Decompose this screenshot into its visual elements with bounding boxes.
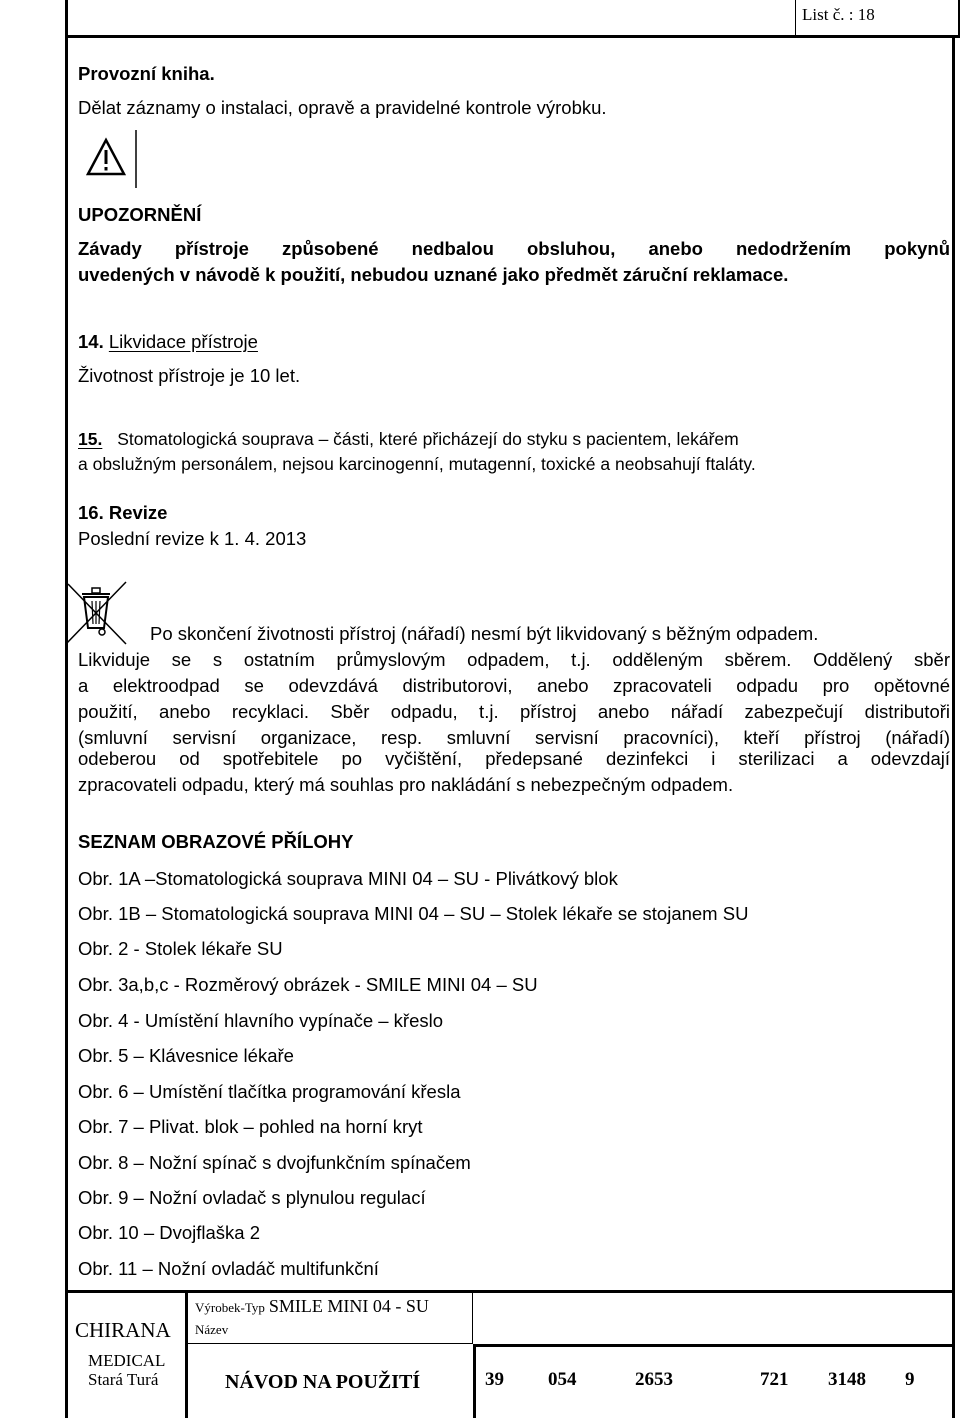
footer-code-cell bbox=[473, 1344, 955, 1418]
disposal-line-1: Po skončení životnosti přístroj (nářadí) nesmí být likvidovaný s běžným odpadem. bbox=[150, 623, 819, 644]
section-14-title: Likvidace přístroje bbox=[108, 331, 258, 352]
name-label: Název bbox=[195, 1322, 229, 1337]
figure-item: Obr. 7 – Plivat. blok – pohled na horní kryt bbox=[78, 1116, 423, 1137]
figures-heading: SEZNAM OBRAZOVÉ PŘÍLOHY bbox=[78, 831, 354, 852]
figure-item: Obr. 2 - Stolek lékaře SU bbox=[78, 938, 283, 959]
figure-item: Obr. 9 – Nožní ovladač s plynulou regulací bbox=[78, 1187, 426, 1208]
section-15-line-1 bbox=[78, 428, 739, 450]
disposal-line-3: a elektroodpad se odevzdává distributorovi, anebo zpracovateli odpadu pro opětovné bbox=[78, 675, 950, 696]
page-number-label: List č. : 18 bbox=[795, 0, 955, 35]
warning-line-1: Závady přístroje způsobené nedbalou obsluhou, anebo nedodržením pokynů bbox=[78, 238, 950, 259]
code-part: 9 bbox=[905, 1369, 915, 1390]
section-14-heading bbox=[78, 331, 258, 353]
section-15-number: 15. bbox=[78, 429, 103, 449]
figure-item: Obr. 11 – Nožní ovladáč multifunkční bbox=[78, 1258, 379, 1279]
figure-item: Obr. 4 - Umístění hlavního vypínače – křeslo bbox=[78, 1010, 444, 1031]
logbook-title: Provozní kniha. bbox=[78, 63, 215, 84]
figure-item: Obr. 1B – Stomatologická souprava MINI 04 – SU – Stolek lékaře se stojanem SU bbox=[78, 903, 749, 924]
figure-item: Obr. 6 – Umístění tlačítka programování křesla bbox=[78, 1081, 461, 1102]
figure-item: Obr. 1A –Stomatologická souprava MINI 04 – SU - Plivátkový blok bbox=[78, 868, 618, 889]
logbook-text: Dělat záznamy o instalaci, opravě a pravidelné kontrole výrobku. bbox=[78, 97, 607, 118]
company-sub: MEDICAL bbox=[88, 1351, 166, 1370]
product-type bbox=[195, 1296, 429, 1317]
crossed-out-bin-icon bbox=[62, 578, 132, 648]
company-city: Stará Turá bbox=[88, 1370, 159, 1389]
section-15-line-2: a obslužným personálem, nejsou karcinogenní, mutagenní, toxické a neobsahují ftaláty. bbox=[78, 454, 756, 474]
section-16-title: 16. Revize bbox=[78, 502, 168, 523]
code-part: 2653 bbox=[635, 1369, 673, 1390]
figure-item: Obr. 10 – Dvojflaška 2 bbox=[78, 1222, 261, 1243]
code-part: 721 bbox=[760, 1369, 789, 1390]
warning-heading: UPOZORNĚNÍ bbox=[78, 204, 202, 225]
section-15-text-1: Stomatologická souprava – části, které přicházejí do styku s pacientem, lekářem bbox=[117, 429, 739, 449]
disposal-line-4: použití, anebo recyklaci. Sběr odpadu, t.j. přístroj anebo nářadí zabezpečují distributoři bbox=[78, 701, 950, 722]
warning-triangle-icon bbox=[84, 128, 139, 190]
figure-item: Obr. 3a,b,c - Rozměrový obrázek - SMILE MINI 04 – SU bbox=[78, 974, 538, 995]
disposal-line-5: (smluvní servisní organizace, resp. smluvní servisní pracovníci), kteří přístroj (nářadí) bbox=[78, 727, 950, 748]
section-14-number: 14. bbox=[78, 331, 104, 352]
warning-line-2: uvedených v návodě k použití, nebudou uznané jako předmět záruční reklamace. bbox=[78, 264, 789, 285]
section-14-text: Životnost přístroje je 10 let. bbox=[78, 365, 301, 386]
figure-item: Obr. 5 – Klávesnice lékaře bbox=[78, 1045, 294, 1066]
disposal-line-7: zpracovateli odpadu, který má souhlas pro nakládání s nebezpečným odpadem. bbox=[78, 774, 734, 795]
product-type-value: SMILE MINI 04 - SU bbox=[268, 1296, 429, 1316]
company-name: CHIRANA bbox=[75, 1318, 171, 1342]
section-16-text: Poslední revize k 1. 4. 2013 bbox=[78, 528, 307, 549]
product-type-label: Výrobek-Typ bbox=[195, 1300, 265, 1315]
code-part: 054 bbox=[548, 1369, 577, 1390]
disposal-line-6: odeberou od spotřebitele po vyčištění, předepsané dezinfekci i sterilizaci a odevzdají bbox=[78, 748, 950, 769]
document-title: NÁVOD NA POUŽITÍ bbox=[225, 1371, 421, 1393]
code-part: 39 bbox=[485, 1369, 504, 1390]
disposal-line-2: Likviduje se s ostatním průmyslovým odpadem, t.j. odděleným sběrem. Oddělený sběr bbox=[78, 649, 950, 670]
code-part: 3148 bbox=[828, 1369, 866, 1390]
figure-item: Obr. 8 – Nožní spínač s dvojfunkčním spínačem bbox=[78, 1152, 471, 1173]
